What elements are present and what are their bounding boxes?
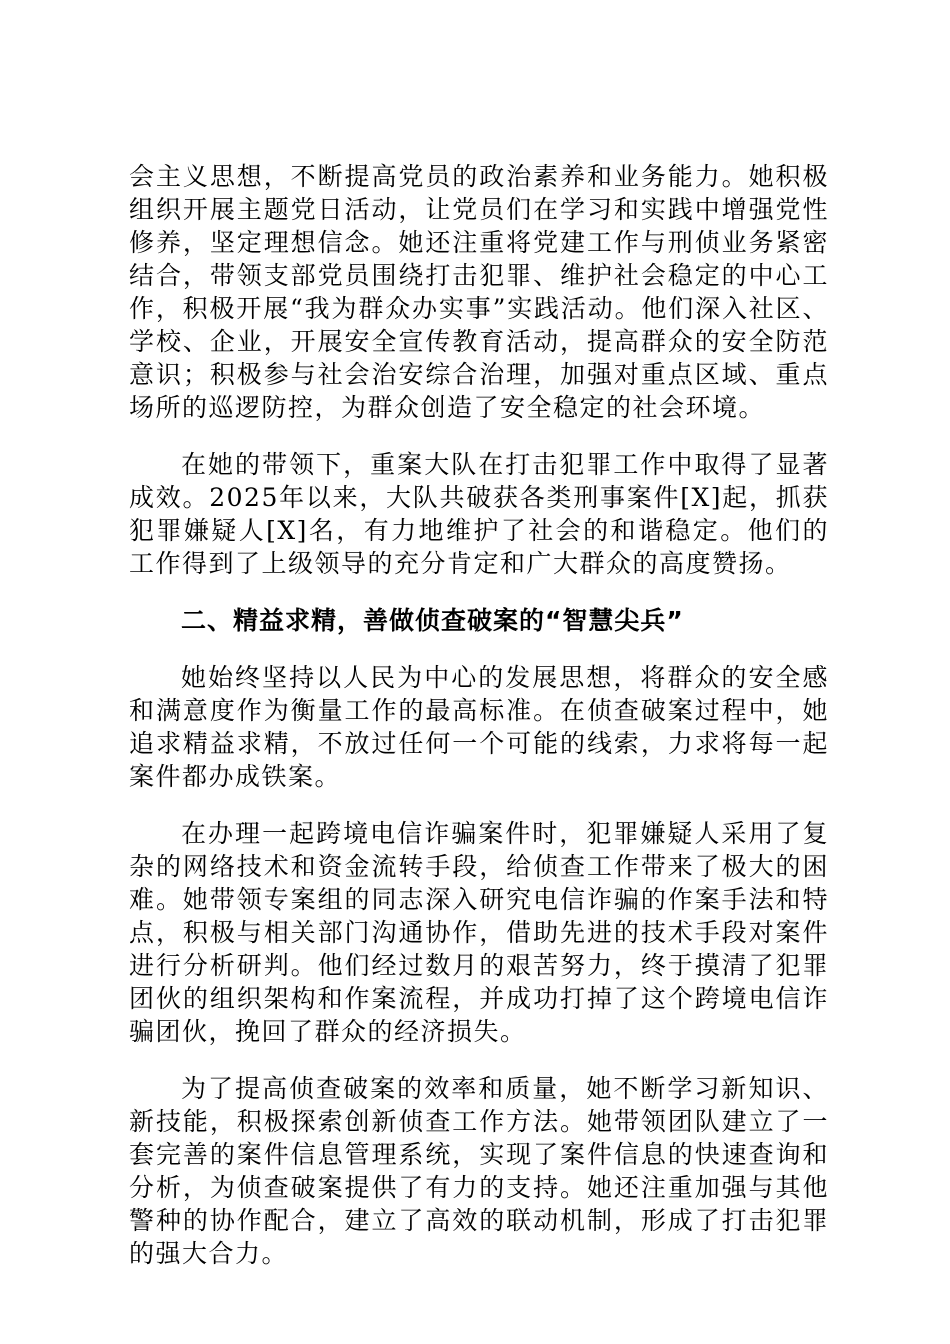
document-body xyxy=(129,160,829,1294)
paragraph-results: 在她的带领下，重案大队在打击犯罪工作中取得了显著成效。2025年以来，大队共破获各类刑事案件[X]起，抓获犯罪嫌疑人[X]名，有力地维护了社会的和谐稳定。他们的工作得到了上级领导的充分肯定和广大群众的高度赞扬。 xyxy=(129,450,829,578)
paragraph-innovation: 为了提高侦查破案的效率和质量，她不断学习新知识、新技能，积极探索创新侦查工作方法。她带领团队建立了一套完善的案件信息管理系统，实现了案件信息的快速查询和分析，为侦查破案提供了有力的支持。她还注重加强与其他警种的协作配合，建立了高效的联动机制，形成了打击犯罪的强大合力。 xyxy=(129,1074,829,1268)
paragraph-philosophy: 她始终坚持以人民为中心的发展思想，将群众的安全感和满意度作为衡量工作的最高标准。在侦查破案过程中，她追求精益求精，不放过任何一个可能的线索，力求将每一起案件都办成铁案。 xyxy=(129,663,829,791)
section-heading: 二、精益求精，善做侦查破案的“智慧尖兵” xyxy=(181,606,684,635)
paragraph-continued: 会主义思想，不断提高党员的政治素养和业务能力。她积极组织开展主题党日活动，让党员们在学习和实践中增强党性修养，坚定理想信念。她还注重将党建工作与刑侦业务紧密结合，带领支部党员围绕打击犯罪、维护社会稳定的中心工作，积极开展“我为群众办实事”实践活动。他们深入社区、学校、企业，开展安全宣传教育活动，提高群众的安全防范意识；积极参与社会治安综合治理，加强对重点区域、重点场所的巡逻防控，为群众创造了安全稳定的社会环境。 xyxy=(129,162,829,422)
paragraph-fraud-case: 在办理一起跨境电信诈骗案件时，犯罪嫌疑人采用了复杂的网络技术和资金流转手段，给侦查工作带来了极大的困难。她带领专案组的同志深入研究电信诈骗的作案手法和特点，积极与相关部门沟通协作，借助先进的技术手段对案件进行分析研判。他们经过数月的艰苦努力，终于摸清了犯罪团伙的组织架构和作案流程，并成功打掉了这个跨境电信诈骗团伙，挽回了群众的经济损失。 xyxy=(129,819,829,1046)
